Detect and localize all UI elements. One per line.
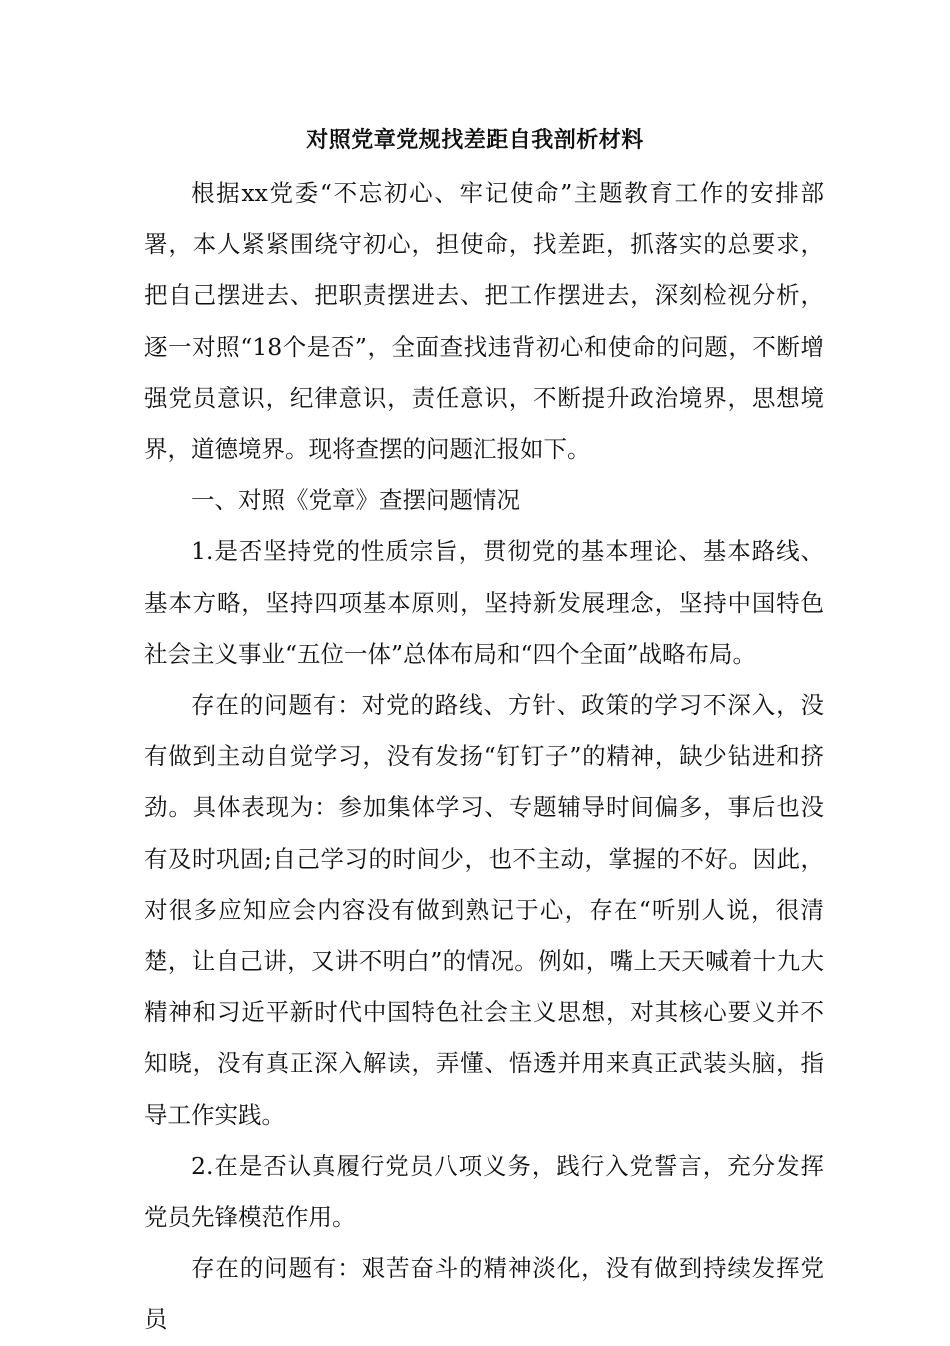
section-heading: 一、对照《党章》查摆问题情况 xyxy=(191,486,520,515)
paragraph-problems-2: 存在的问题有：艰苦奋斗的精神淡化，没有做到持续发挥党员 xyxy=(144,1254,824,1334)
document-title: 对照党章党规找差距自我剖析材料 xyxy=(306,127,644,153)
paragraph-intro: 根据xx党委“不忘初心、牢记使命”主题教育工作的安排部署，本人紧紧围绕守初心，担使命，找差距，抓落实的总要求，把自己摆进去、把职责摆进去、把工作摆进去，深刻检视分析，逐一对照“18个是否”，全面查找违背初心和使命的问题，不断增强党员意识，纪律意识，责任意识，不断提升政治境界，思想境界，道德境界。现将查摆的问题汇报如下。 xyxy=(144,179,824,464)
document-body xyxy=(144,168,824,1346)
paragraph-item-2: 2.在是否认真履行党员八项义务，践行入党誓言，充分发挥党员先锋模范作用。 xyxy=(144,1151,824,1232)
paragraph-item-1: 1.是否坚持党的性质宗旨，贯彻党的基本理论、基本路线、基本方略，坚持四项基本原则，坚持新发展理念，坚持中国特色社会主义事业“五位一体”总体布局和“四个全面”战略布局。 xyxy=(144,537,824,668)
paragraph-problems-1: 存在的问题有：对党的路线、方针、政策的学习不深入，没有做到主动自觉学习，没有发扬“钉钉子”的精神，缺少钻进和挤劲。具体表现为：参加集体学习、专题辅导时间偏多，事后也没有及时巩固;自己学习的时间少，也不主动，掌握的不好。因此，对很多应知应会内容没有做到熟记于心，存在“听别人说，很清楚，让自己讲，又讲不明白”的情况。例如，嘴上天天喊着十九大精神和习近平新时代中国特色社会主义思想，对其核心要义并不知晓，没有真正深入解读，弄懂、悟透并用来真正武装头脑，指导工作实践。 xyxy=(144,691,824,1129)
